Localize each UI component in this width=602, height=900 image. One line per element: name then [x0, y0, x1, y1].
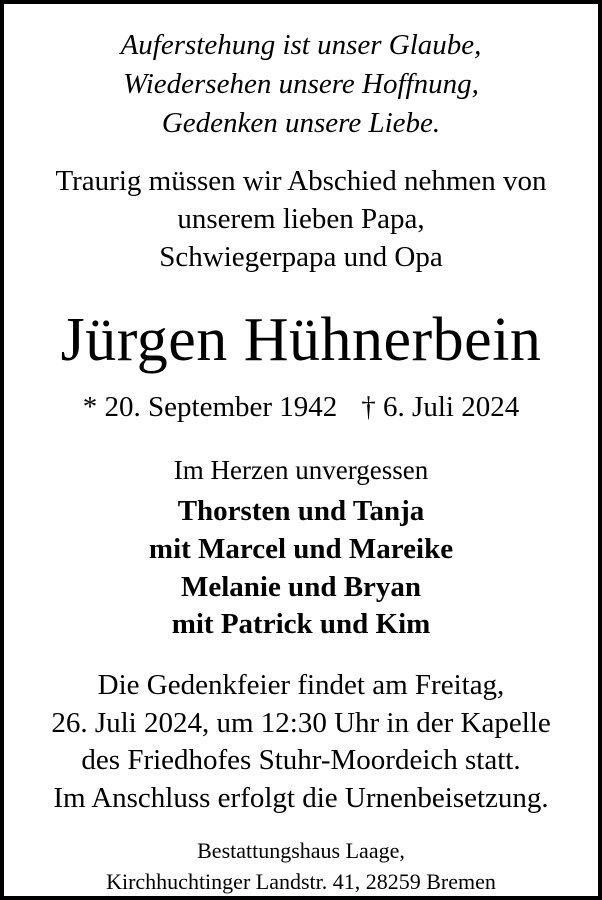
service-line: des Friedhofes Stuhr-Moordeich statt. [81, 744, 521, 776]
motto-line: Auferstehung ist unser Glaube, [120, 29, 482, 61]
family-line: mit Patrick und Kim [171, 608, 431, 640]
intro-line: Schwiegerpapa und Opa [159, 241, 443, 273]
birth-date: * 20. September 1942 [82, 391, 338, 423]
motto-line: Wiedersehen unsere Hoffnung, [123, 68, 479, 100]
deceased-name: Jürgen Hühnerbein [60, 306, 542, 374]
remembrance-line: Im Herzen unvergessen [173, 455, 429, 485]
service-line: 26. Juli 2024, um 12:30 Uhr in der Kapelle [51, 707, 551, 739]
service-line: Im Anschluss erfolgt die Urnenbeisetzung. [53, 782, 549, 814]
motto-line: Gedenken unsere Liebe. [161, 107, 441, 139]
service-line: Die Gedenkfeier findet am Freitag, [97, 669, 505, 701]
family-line: Thorsten und Tanja [177, 495, 425, 527]
undertaker-name: Bestattungshaus Laage, [197, 838, 405, 863]
undertaker-address: Kirchhuchtinger Landstr. 41, 28259 Bremen [106, 869, 496, 894]
family-line: mit Marcel und Mareike [148, 533, 454, 565]
death-date: † 6. Juli 2024 [361, 391, 520, 423]
intro-line: Traurig müssen wir Abschied nehmen von [55, 165, 547, 197]
family-line: Melanie und Bryan [180, 571, 422, 603]
life-dates [4, 393, 598, 422]
intro-line: unserem lieben Papa, [177, 203, 425, 235]
